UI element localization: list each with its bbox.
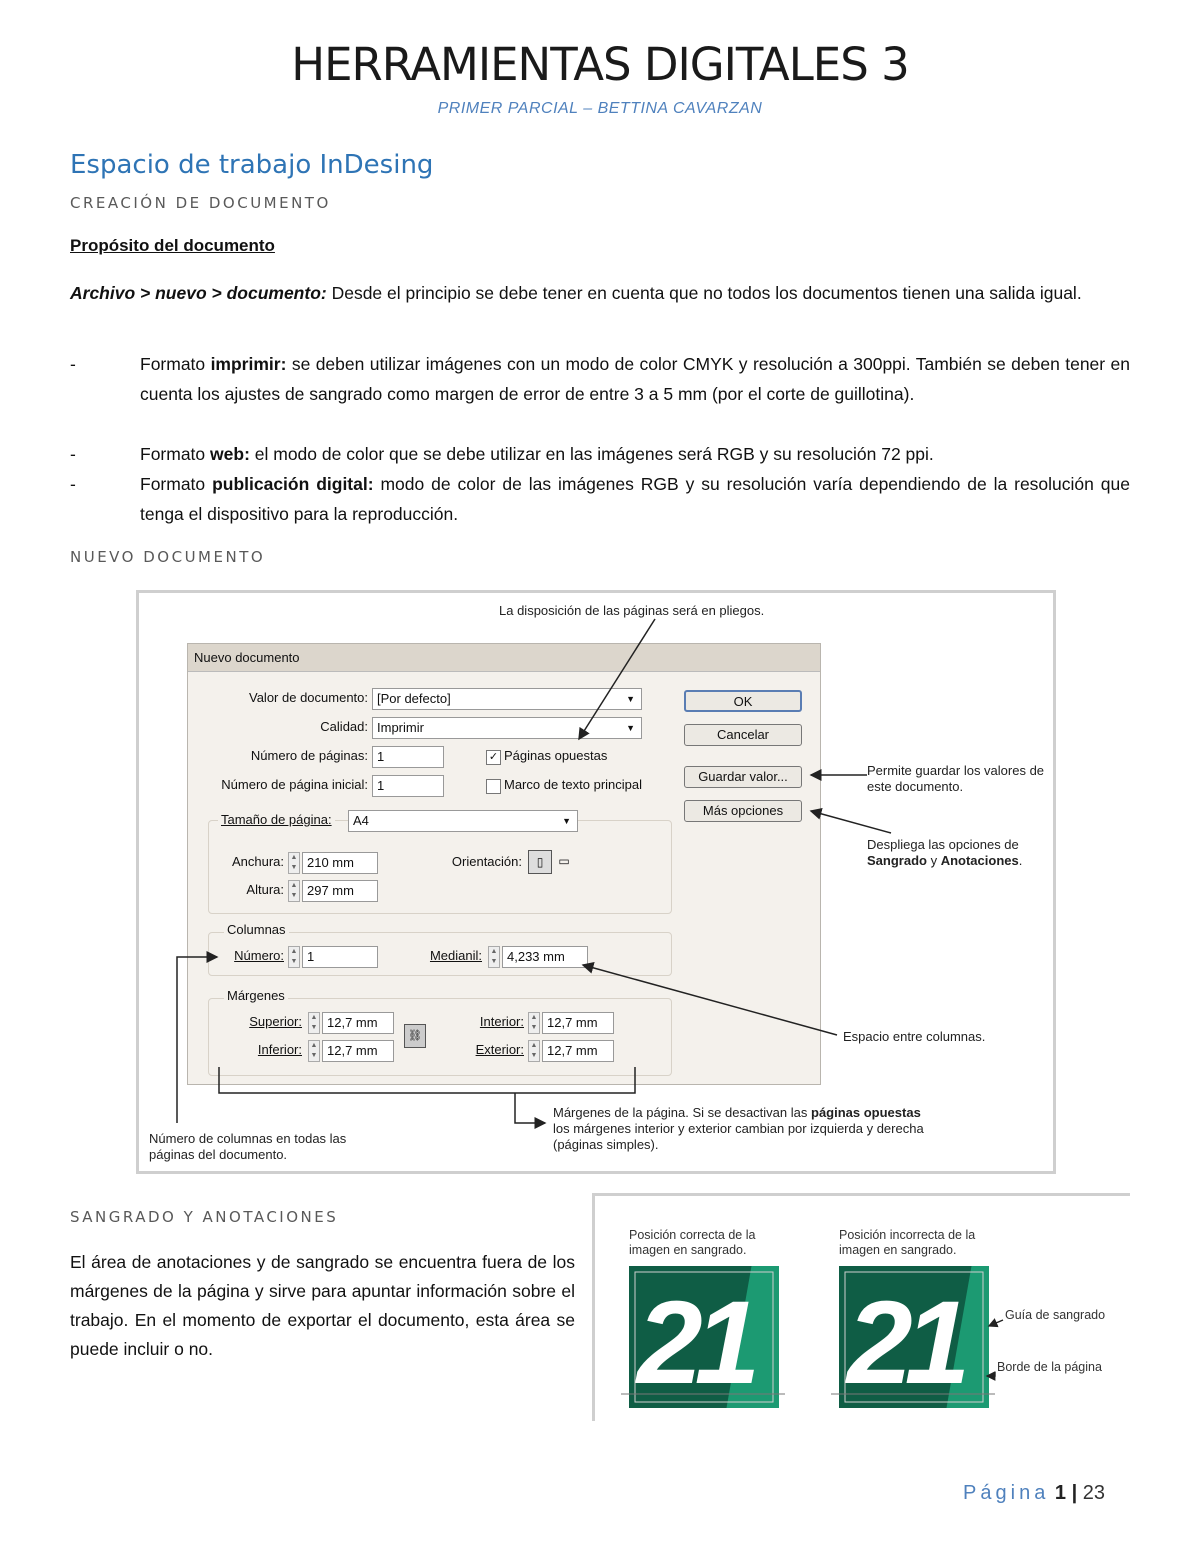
quality-select[interactable]: Imprimir ▼: [372, 717, 642, 739]
landscape-icon[interactable]: ▭: [558, 854, 570, 868]
page-footer: [963, 1482, 1105, 1505]
gutter-arrow: [583, 965, 837, 1035]
dialog-title: Nuevo documento: [188, 644, 820, 672]
bottom-margin-input[interactable]: 12,7 mm: [322, 1040, 394, 1062]
page-total: 23: [1082, 1482, 1105, 1504]
bleed-figure: [592, 1193, 1130, 1421]
save-preset-note: Permite guardar los valores de este documento.: [867, 763, 1045, 794]
number-input[interactable]: 1: [302, 946, 378, 968]
document-subtitle: PRIMER PARCIAL – BETTINA CAVARZAN: [437, 100, 763, 117]
purpose-heading: Propósito del documento: [70, 236, 275, 255]
bullet-web: - Formato web: el modo de color que se debe utilizar en las imágenes será RGB y su resolución 72 ppi.: [70, 444, 934, 464]
start-page-label: Número de página inicial:: [221, 777, 368, 792]
height-input[interactable]: 297 mm: [302, 880, 378, 902]
correct-bleed-number: 21: [637, 1277, 753, 1408]
width-label: Anchura:: [231, 854, 284, 869]
nuevo-heading: NUEVO DOCUMENTO: [70, 548, 266, 566]
bottom-margin-label: Inferior:: [257, 1042, 302, 1057]
margins-note: Márgenes de la página. Si se desactivan las páginas opuestas los márgenes interior y exterior cambian por izquierda y derecha (páginas simples).: [553, 1105, 924, 1152]
page-edge-label: Borde de la página: [997, 1360, 1102, 1374]
spreads-arrow: [579, 619, 655, 739]
columns-group-label: Columnas: [224, 922, 289, 937]
margins-arrow: [515, 1093, 545, 1123]
pages-label: Número de páginas:: [250, 748, 368, 763]
incorrect-caption: Posición incorrecta de la imagen en sangrado.: [839, 1228, 976, 1257]
spreads-note: La disposición de las páginas será en pliegos.: [499, 603, 765, 618]
gutter-stepper[interactable]: ▲ ▼: [488, 946, 500, 968]
inside-margin-stepper[interactable]: ▲ ▼: [528, 1012, 540, 1034]
number-label: Número:: [234, 948, 284, 963]
portrait-icon[interactable]: ▯: [528, 850, 552, 874]
width-stepper[interactable]: ▲ ▼: [288, 852, 300, 874]
page-word: Página: [963, 1482, 1050, 1504]
bleed-guide-arrow: [989, 1320, 1003, 1326]
bottom-margin-stepper[interactable]: ▲ ▼: [308, 1040, 320, 1062]
correct-caption: Posición correcta de la imagen en sangrado.: [629, 1228, 756, 1257]
page-size-select[interactable]: A4 ▼: [348, 810, 578, 832]
orientation-label: Orientación:: [451, 854, 522, 869]
outside-margin-input[interactable]: 12,7 mm: [542, 1040, 614, 1062]
section-heading: Espacio de trabajo InDesing: [70, 150, 434, 180]
height-label: Altura:: [246, 882, 284, 897]
intro-path: Archivo > nuevo > documento:: [70, 283, 327, 303]
number-stepper[interactable]: ▲ ▼: [288, 946, 300, 968]
top-margin-label: Superior:: [249, 1014, 302, 1029]
inside-margin-input[interactable]: 12,7 mm: [542, 1012, 614, 1034]
more-options-arrow: [811, 811, 891, 833]
facing-pages-checkbox[interactable]: ✓: [486, 750, 501, 765]
quality-label: Calidad:: [320, 719, 368, 734]
facing-pages-label: Páginas opuestas: [504, 748, 608, 763]
page-number: 1: [1054, 1482, 1067, 1504]
margins-group-label: Márgenes: [224, 988, 288, 1003]
intro-text: Desde el principio se debe tener en cuenta que no todos los documentos tienen una salida igual.: [326, 283, 1082, 303]
pages-input[interactable]: 1: [372, 746, 444, 768]
gutter-input[interactable]: 4,233 mm: [502, 946, 588, 968]
link-margins-icon[interactable]: ⛓: [404, 1024, 426, 1048]
page-separator: |: [1071, 1482, 1078, 1504]
page-size-label: Tamaño de página:: [218, 812, 335, 827]
bleed-guide-label: Guía de sangrado: [1005, 1308, 1106, 1322]
more-options-button[interactable]: Más opciones: [684, 800, 802, 822]
incorrect-bleed-number: 21: [847, 1277, 963, 1408]
bullet-digital: - Formato publicación digital: modo de color de las imágenes RGB y su resolución varía dependiendo de la resolución que tenga el dispositivo para la reproducción.: [70, 474, 1130, 524]
height-stepper[interactable]: ▲ ▼: [288, 880, 300, 902]
columns-arrow: [177, 957, 217, 1123]
incorrect-bleed-guide: [845, 1272, 983, 1402]
document-title: HERRAMIENTAS DIGITALES 3: [291, 38, 909, 91]
start-page-input[interactable]: 1: [372, 775, 444, 797]
gutter-note: Espacio entre columnas.: [843, 1029, 986, 1044]
top-margin-stepper[interactable]: ▲ ▼: [308, 1012, 320, 1034]
creacion-heading: CREACIÓN DE DOCUMENTO: [70, 194, 331, 212]
width-input[interactable]: 210 mm: [302, 852, 378, 874]
sangrado-heading: SANGRADO Y ANOTACIONES: [70, 1208, 339, 1226]
bullet-imprimir: - Formato imprimir: se deben utilizar imágenes con un modo de color CMYK y resolución a 300ppi. También se deben tener en cuenta los ajustes de sangrado como margen de error de entre 3 a 5 mm (por el corte de guillotina).: [70, 354, 1130, 404]
gutter-label: Medianil:: [429, 948, 482, 963]
save-preset-button[interactable]: Guardar valor...: [684, 766, 802, 788]
outside-margin-label: Exterior:: [475, 1042, 524, 1057]
inside-margin-label: Interior:: [479, 1014, 524, 1029]
more-options-note: Despliega las opciones de Sangrado y Anotaciones.: [867, 837, 1023, 868]
preset-select[interactable]: [Por defecto] ▼: [372, 688, 642, 710]
margins-bracket: [219, 1067, 635, 1093]
outside-margin-stepper[interactable]: ▲ ▼: [528, 1040, 540, 1062]
bleed-guides: [595, 1196, 1130, 1421]
cancel-button[interactable]: Cancelar: [684, 724, 802, 746]
page-edge-arrow: [987, 1372, 995, 1376]
intro-paragraph: [70, 278, 1130, 308]
new-document-figure: [136, 590, 1056, 1174]
top-margin-input[interactable]: 12,7 mm: [322, 1012, 394, 1034]
ok-button[interactable]: OK: [684, 690, 802, 712]
preset-label: Valor de documento:: [249, 690, 368, 705]
correct-bleed-guide: [635, 1272, 773, 1402]
columns-note: Número de columnas en todas las páginas del documento.: [149, 1131, 347, 1162]
annotation-arrows: [139, 593, 1053, 1171]
text-frame-label: Marco de texto principal: [504, 777, 643, 792]
sangrado-paragraph: El área de anotaciones y de sangrado se encuentra fuera de los márgenes de la página y sirve para apuntar información sobre el trabajo. En el momento de exportar el documento, esta área se puede incluir o no.: [70, 1252, 575, 1359]
